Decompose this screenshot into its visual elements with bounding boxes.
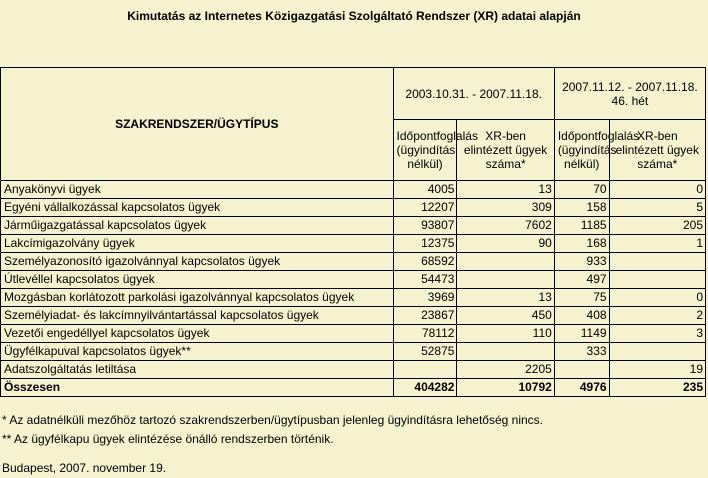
cell-xr-2: 0 bbox=[609, 181, 705, 199]
col-booking-1: Időpontfoglalás (ügyindítás nélkül) bbox=[393, 120, 457, 181]
period2-header bbox=[554, 68, 705, 120]
row-label: Mozgásban korlátozott parkolási igazolvánnyal kapcsolatos ügyek bbox=[1, 289, 394, 307]
total-xr-2: 235 bbox=[609, 379, 705, 397]
date-line: Budapest, 2007. november 19. bbox=[2, 461, 167, 475]
col-xr-2: XR-ben elintézett ügyek száma* bbox=[609, 120, 705, 181]
cell-xr-2: 205 bbox=[609, 217, 705, 235]
cell-booking-1: 3969 bbox=[393, 289, 457, 307]
cell-xr-1: 90 bbox=[457, 235, 554, 253]
cell-xr-1 bbox=[457, 253, 554, 271]
cell-booking-1 bbox=[393, 361, 457, 379]
col-booking-2: Időpontfoglalás (ügyindítás nélkül) bbox=[554, 120, 609, 181]
cell-booking-2: 70 bbox=[554, 181, 609, 199]
table-row bbox=[1, 235, 706, 253]
cell-booking-1: 54473 bbox=[393, 271, 457, 289]
table-row bbox=[1, 199, 706, 217]
cell-xr-1 bbox=[457, 271, 554, 289]
table-row bbox=[1, 325, 706, 343]
cell-xr-2: 0 bbox=[609, 289, 705, 307]
cell-xr-2 bbox=[609, 253, 705, 271]
table-row bbox=[1, 181, 706, 199]
total-booking-1: 404282 bbox=[393, 379, 457, 397]
col-xr-1: XR-ben elintézett ügyek száma* bbox=[457, 120, 554, 181]
cell-booking-2: 933 bbox=[554, 253, 609, 271]
cell-xr-2 bbox=[609, 343, 705, 361]
cell-xr-1: 7602 bbox=[457, 217, 554, 235]
period2-week: 46. hét bbox=[611, 93, 649, 108]
cell-booking-1: 4005 bbox=[393, 181, 457, 199]
table-row bbox=[1, 217, 706, 235]
cell-xr-1: 110 bbox=[457, 325, 554, 343]
cell-xr-2 bbox=[609, 271, 705, 289]
cell-booking-1: 93807 bbox=[393, 217, 457, 235]
row-label: Lakcímigazolvány ügyek bbox=[1, 235, 394, 253]
cell-xr-1: 450 bbox=[457, 307, 554, 325]
cell-booking-1: 78112 bbox=[393, 325, 457, 343]
cell-booking-1: 68592 bbox=[393, 253, 457, 271]
total-row bbox=[1, 379, 706, 397]
row-label: Vezetői engedéllyel kapcsolatos ügyek bbox=[1, 325, 394, 343]
cell-booking-2: 497 bbox=[554, 271, 609, 289]
table-row bbox=[1, 289, 706, 307]
period2-dates: 2007.11.12. - 2007.11.18. bbox=[562, 79, 698, 94]
total-booking-2: 4976 bbox=[554, 379, 609, 397]
footnotes bbox=[2, 411, 543, 449]
cell-xr-2: 1 bbox=[609, 235, 705, 253]
total-xr-1: 10792 bbox=[457, 379, 554, 397]
row-label: Járműigazgatással kapcsolatos ügyek bbox=[1, 217, 394, 235]
cell-booking-1: 52875 bbox=[393, 343, 457, 361]
cell-xr-1: 2205 bbox=[457, 361, 554, 379]
footnote-2: ** Az ügyfélkapu ügyek elintézése önálló rendszerben történik. bbox=[2, 432, 334, 446]
footnote-1: * Az adatnélküli mezőhöz tartozó szakrendszerben/ügytípusban jelenleg ügyindításra lehetőség nincs. bbox=[2, 413, 544, 427]
table-row bbox=[1, 361, 706, 379]
cell-booking-2: 333 bbox=[554, 343, 609, 361]
cell-xr-1: 309 bbox=[457, 199, 554, 217]
row-label: Ügyfélkapuval kapcsolatos ügyek** bbox=[1, 343, 394, 361]
main-header: SZAKRENDSZER/ÜGYTÍPUS bbox=[1, 68, 394, 181]
cell-xr-2: 5 bbox=[609, 199, 705, 217]
cell-booking-2: 1185 bbox=[554, 217, 609, 235]
cell-xr-2: 2 bbox=[609, 307, 705, 325]
cell-booking-1: 23867 bbox=[393, 307, 457, 325]
cell-booking-2: 158 bbox=[554, 199, 609, 217]
cell-booking-2: 75 bbox=[554, 289, 609, 307]
cell-xr-2: 19 bbox=[609, 361, 705, 379]
period1-header: 2003.10.31. - 2007.11.18. bbox=[393, 68, 554, 120]
table-row bbox=[1, 271, 706, 289]
row-label: Útlevéllel kapcsolatos ügyek bbox=[1, 271, 394, 289]
cell-xr-1 bbox=[457, 343, 554, 361]
row-label: Személyiadat- és lakcímnyilvántartással kapcsolatos ügyek bbox=[1, 307, 394, 325]
cell-xr-2: 3 bbox=[609, 325, 705, 343]
total-label: Összesen bbox=[1, 379, 394, 397]
cell-booking-2 bbox=[554, 361, 609, 379]
row-label: Adatszolgáltatás letiltása bbox=[1, 361, 394, 379]
table-row bbox=[1, 343, 706, 361]
row-label: Személyazonosító igazolvánnyal kapcsolatos ügyek bbox=[1, 253, 394, 271]
cell-xr-1: 13 bbox=[457, 181, 554, 199]
cell-booking-2: 1149 bbox=[554, 325, 609, 343]
table-row bbox=[1, 253, 706, 271]
cell-booking-2: 408 bbox=[554, 307, 609, 325]
table-row bbox=[1, 307, 706, 325]
cell-booking-1: 12207 bbox=[393, 199, 457, 217]
row-label: Egyéni vállalkozással kapcsolatos ügyek bbox=[1, 199, 394, 217]
row-label: Anyakönyvi ügyek bbox=[1, 181, 394, 199]
cell-booking-2: 168 bbox=[554, 235, 609, 253]
page-title: Kimutatás az Internetes Közigazgatási Szolgáltató Rendszer (XR) adatai alapján bbox=[127, 9, 581, 23]
cell-xr-1: 13 bbox=[457, 289, 554, 307]
data-table bbox=[0, 67, 706, 397]
cell-booking-1: 12375 bbox=[393, 235, 457, 253]
